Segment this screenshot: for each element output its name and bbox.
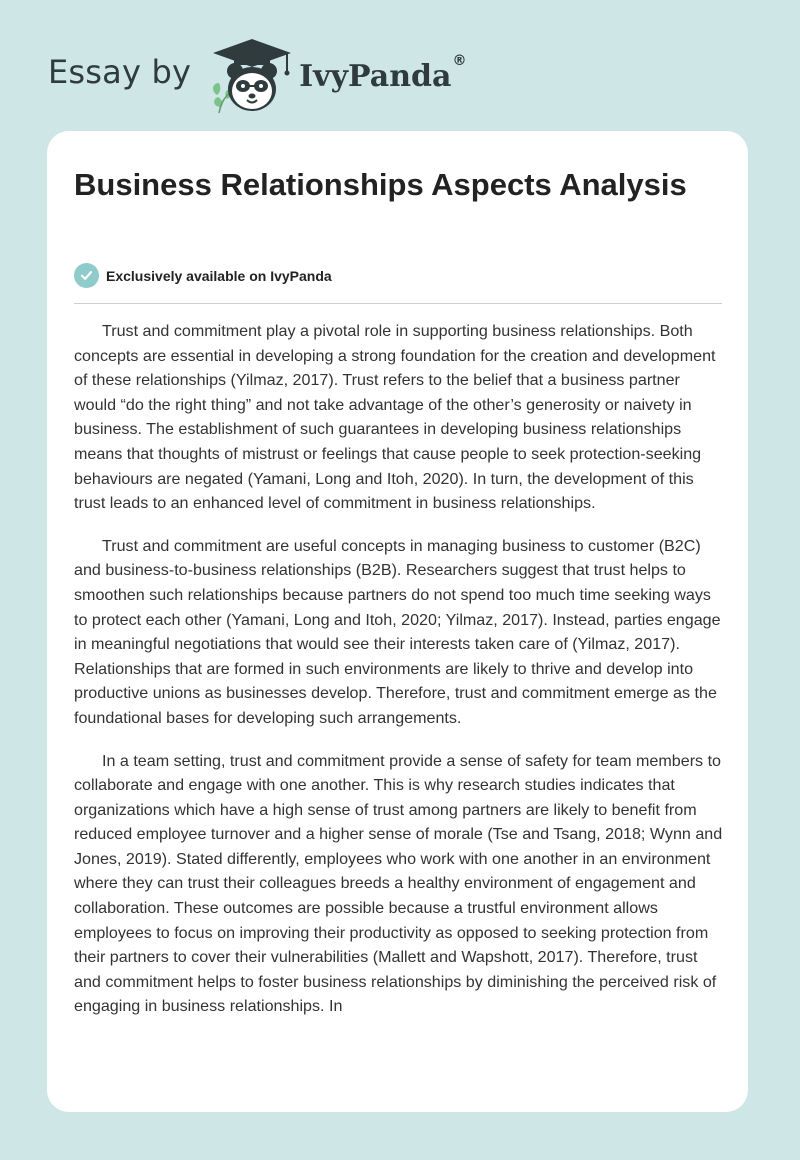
brand-name <box>299 52 467 94</box>
exclusive-badge-text: Exclusively available on IvyPanda <box>106 267 332 284</box>
brand-name-text: IvyPanda <box>299 58 452 94</box>
divider <box>74 303 722 304</box>
check-icon <box>74 263 99 288</box>
brand-header <box>48 36 466 116</box>
paragraph: Trust and commitment play a pivotal role in supporting business relationships. Both concepts are essential in developing a strong foundation for the creation and development of these relationships (Yilmaz, 2017). Trust refers to the belief that a business partner would “do the right thing” and not take advantage of the other’s generosity or naivety in business. The establishment of such guarantees in developing business relationships means that thoughts of mistrust or feelings that cause people to seek protection-seeking behaviours are negated (Yamani, Long and Itoh, 2020). In turn, the development of this trust leads to an enhanced level of commitment in business relationships. <box>74 322 716 513</box>
exclusive-badge <box>74 263 332 288</box>
paragraph: In a team setting, trust and commitment provide a sense of safety for team members to collaborate and engage with one another. This is why research studies indicates that organizations which have a high sense of trust among partners are likely to benefit from reduced employee turnover and a higher sense of morale (Tse and Tsang, 2018; Wynn and Jones, 2019). Stated differently, employees who work with one another in an environment where they can trust their colleagues breeds a healthy environment of engagement and collaboration. These outcomes are possible because a trustful environment allows employees to focus on improving their productivity as opposed to seeking protection from their partners to cover their vulnerabilities (Mallett and Wapshott, 2017). Therefore, trust and commitment helps to foster business relationships by diminishing the perceived risk of engaging in business relationships. In <box>74 751 723 1016</box>
essay-card <box>47 131 748 1112</box>
essay-title: Business Relationships Aspects Analysis <box>74 167 687 202</box>
paragraph: Trust and commitment are useful concepts in managing business to customer (B2C) and business-to-business relationships (B2B). Researchers suggest that trust helps to smoothen such relationships because partners do not spend too much time seeking ways to protect each other (Yamani, Long and Itoh, 2020; Yilmaz, 2017). Instead, parties engage in meaningful negotiations that would see their interests taken care of (Yilmaz, 2017). Relationships that are formed in such environments are likely to thrive and develop into productive unions as businesses develop. Therefore, trust and commitment emerge as the foundational bases for developing such arrangements. <box>74 536 721 727</box>
brand-prefix: Essay by <box>48 53 192 91</box>
panda-graduate-icon[interactable] <box>209 37 295 115</box>
registered-mark: ® <box>452 52 467 69</box>
essay-body <box>74 319 724 1037</box>
